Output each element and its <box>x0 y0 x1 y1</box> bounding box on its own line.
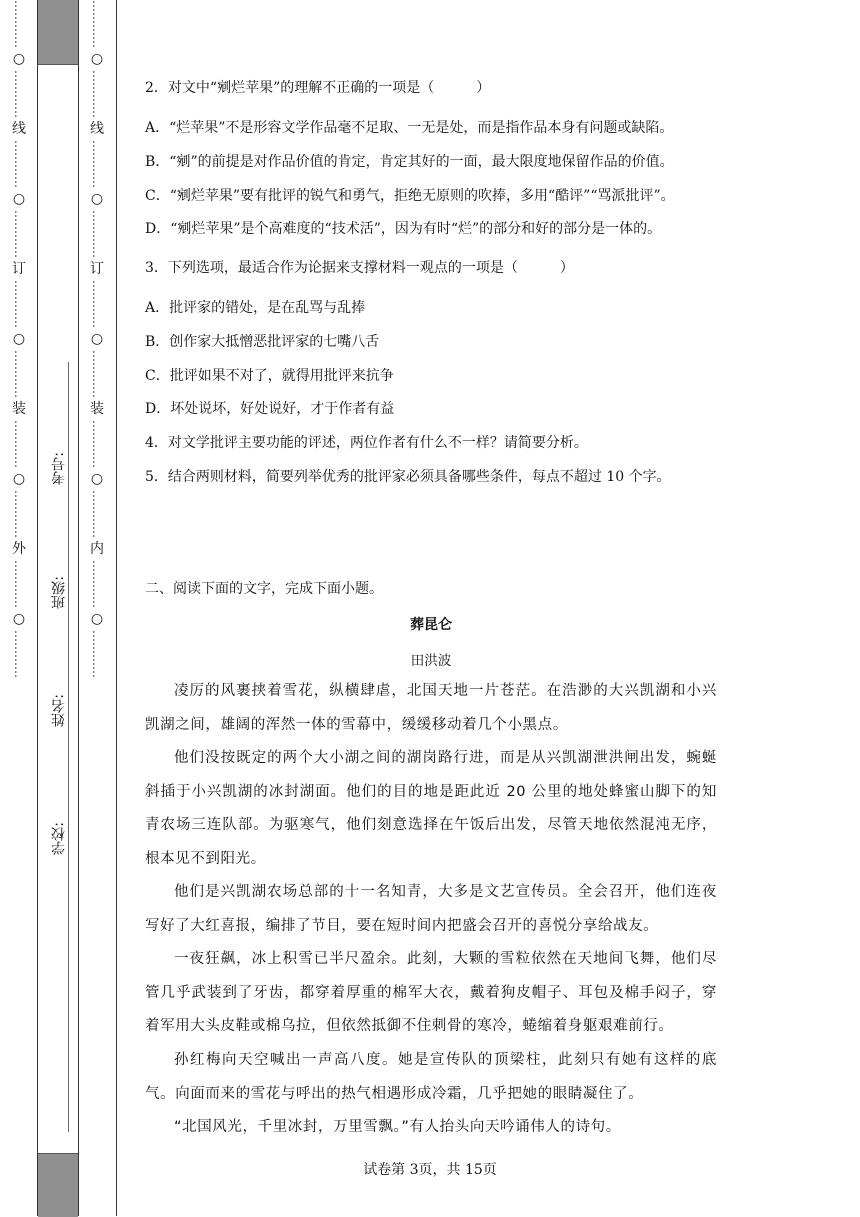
class-label: 班级: <box>51 576 67 609</box>
inner-dots: ………… <box>90 70 104 118</box>
question-4: 4．对文学批评主要功能的评述，两位作者有什么不一样？请简要分析。 <box>145 435 588 451</box>
outer-dots: ………… <box>12 0 26 48</box>
passage-title: 葬昆仑 <box>410 617 452 633</box>
outer-circle-marker: ○ <box>12 51 26 67</box>
outer-dots: ………… <box>12 560 26 608</box>
inner-dots: ………… <box>90 490 104 538</box>
option-2c: C．“剜烂苹果”要有批评的锐气和勇气，拒绝无原则的吹捧，多用“酷评”“骂派批评”。 <box>145 188 675 204</box>
inner-dots: ………… <box>90 630 104 678</box>
inner-binding-char: 线 <box>90 121 104 137</box>
option-2b: B．“剜”的前提是对作品价值的肯定，肯定其好的一面，最大限度地保留作品的价值。 <box>145 154 674 170</box>
inner-dots: ………… <box>90 210 104 258</box>
option-3b: B．创作家大抵憎恶批评家的七嘴八舌 <box>145 334 380 350</box>
option-3c: C．批评如果不对了，就得用批评来抗争 <box>145 368 394 384</box>
outer-binding-char: 订 <box>12 261 26 277</box>
passage-paragraph: 他们是兴凯湖农场总部的十一名知青，大多是文艺宣传员。全会召开，他们连夜写好了大红喜报，编排了节目，要在短时间内把盛会召开的喜悦分享给战友。 <box>145 884 717 934</box>
inner-circle-marker: ○ <box>90 331 104 347</box>
inner-circle-marker: ○ <box>90 191 104 207</box>
school-label: 学校: <box>51 822 67 855</box>
question-3: 3．下列选项，最适合作为论据来支撑材料一观点的一项是（ ） <box>145 260 574 276</box>
passage-paragraph: 一夜狂飙，冰上积雪已半尺盈余。此刻，大颗的雪粒依然在天地间飞舞，他们尽管几乎武装到了牙齿，都穿着厚重的棉军大衣，戴着狗皮帽子、耳包及棉手闷子，穿着军用大头皮鞋或棉乌拉，但依然抵御不住刺骨的寒冷，蜷缩着身躯艰难前行。 <box>145 951 717 1035</box>
school-field[interactable] <box>48 822 70 855</box>
outer-binding-char: 外 <box>12 541 26 557</box>
outer-dots: ………… <box>12 280 26 328</box>
page-footer: 试卷第 3页，共 15页 <box>363 1162 497 1178</box>
inner-circle-marker: ○ <box>90 611 104 627</box>
section-2-heading: 二、阅读下面的文字，完成下面小题。 <box>145 581 383 597</box>
outer-dots: ………… <box>12 630 26 678</box>
outer-circle-marker: ○ <box>12 611 26 627</box>
question-2: 2．对文中“剜烂苹果”的理解不正确的一项是（ ） <box>145 80 491 96</box>
outer-dots: ………… <box>12 210 26 258</box>
passage-paragraph: 凌厉的风裹挟着雪花，纵横肆虐，北国天地一片苍茫。在浩渺的大兴凯湖和小兴凯湖之间，雄阔的浑然一体的雪幕中，缓缓移动着几个小黑点。 <box>145 683 717 733</box>
inner-binding-char: 装 <box>90 401 104 417</box>
inner-binding-char: 内 <box>90 541 104 557</box>
exam-number-field[interactable] <box>48 452 70 485</box>
option-2d: D．“剜烂苹果”是个高难度的“技术活”，因为有时“烂”的部分和好的部分是一体的。 <box>145 221 662 237</box>
outer-dots: ………… <box>12 350 26 398</box>
name-label: 姓名: <box>51 694 67 727</box>
inner-dots: ………… <box>90 350 104 398</box>
question-5: 5．结合两则材料，简要列举优秀的批评家必须具备哪些条件，每点不超过 10 个字。 <box>145 469 671 485</box>
binding-gray-band-top <box>38 0 78 65</box>
outer-circle-marker: ○ <box>12 331 26 347</box>
option-3a: A．批评家的错处，是在乱骂与乱捧 <box>145 300 366 316</box>
inner-binding-char: 订 <box>90 261 104 277</box>
passage-paragraph: 他们没按既定的两个大小湖之间的湖岗路行进，而是从兴凯湖泄洪闸出发，蜿蜒斜插于小兴凯湖的冰封湖面。他们的目的地是距此近 20 公里的地处蜂蜜山脚下的知青农场三连队部。为驱寒气，他们刻意选择在午饭后出发，尽管天地依然混沌无序，根本见不到阳光。 <box>145 750 717 867</box>
inner-circle-marker: ○ <box>90 471 104 487</box>
outer-dots: ………… <box>12 490 26 538</box>
inner-dots: ………… <box>90 280 104 328</box>
inner-dots: ………… <box>90 140 104 188</box>
outer-dots: ………… <box>12 140 26 188</box>
passage-author: 田洪波 <box>410 653 452 669</box>
passage-paragraph: 孙红梅向天空喊出一声高八度。她是宣传队的顶梁柱，此刻只有她有这样的底气。向面而来的雪花与呼出的热气相遇形成冷霜，几乎把她的眼睛凝住了。 <box>145 1052 717 1102</box>
binding-divider-line <box>116 0 117 1216</box>
outer-binding-rail <box>0 0 38 1216</box>
outer-dots: ………… <box>12 420 26 468</box>
outer-circle-marker: ○ <box>12 471 26 487</box>
option-2a: A．“烂苹果”不是形容文学作品毫不足取、一无是处，而是指作品本身有问题或缺陷。 <box>145 120 674 136</box>
passage-paragraph: “北国风光，千里冰封，万里雪飘。”有人抬头向天吟诵伟人的诗句。 <box>174 1119 621 1135</box>
option-3d: D．坏处说坏，好处说好，才于作者有益 <box>145 401 395 417</box>
inner-dots: ………… <box>90 420 104 468</box>
outer-binding-char: 线 <box>12 121 26 137</box>
outer-circle-marker: ○ <box>12 191 26 207</box>
inner-dots: ………… <box>90 0 104 48</box>
fill-in-line <box>68 362 69 1132</box>
inner-binding-rail <box>78 0 116 1216</box>
outer-dots: ………… <box>12 70 26 118</box>
class-field[interactable] <box>48 576 70 609</box>
inner-circle-marker: ○ <box>90 51 104 67</box>
outer-binding-char: 装 <box>12 401 26 417</box>
exam-number-label: 考号: <box>51 452 67 485</box>
name-field[interactable] <box>48 694 70 727</box>
inner-dots: ………… <box>90 560 104 608</box>
binding-divider-line <box>37 0 38 1216</box>
